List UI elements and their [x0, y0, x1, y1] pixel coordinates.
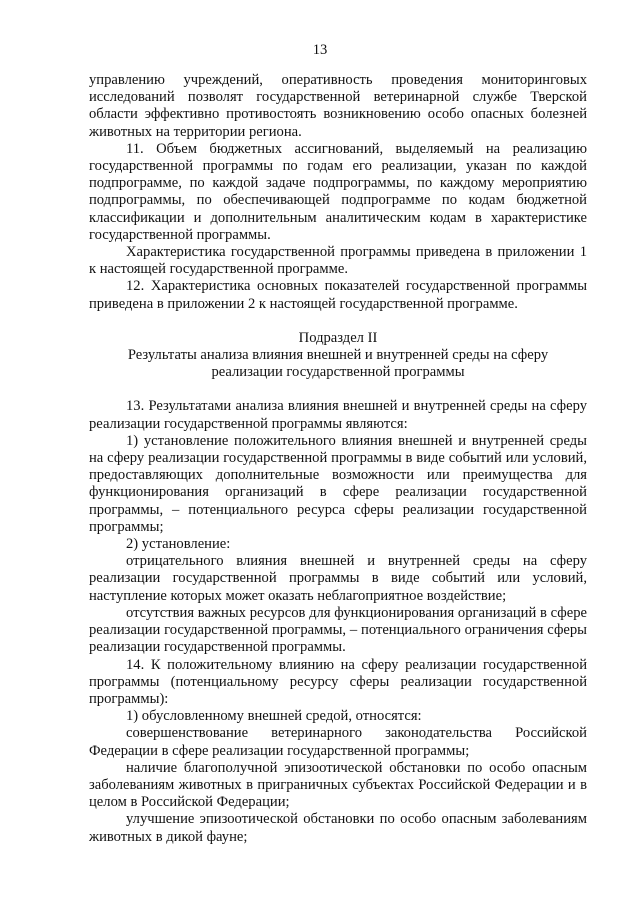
paragraph-14: 14. К положительному влиянию на сферу реализации государственной программы (потенциальному ресурсу сферы реализации государственной программы):: [89, 656, 587, 707]
paragraph-12: 12. Характеристика основных показателей государственной программы приведена в приложении 2 к настоящей государственной программе.: [89, 278, 587, 312]
paragraph-13-item-2-negative: отрицательного влияния внешней и внутренней среды на сферу реализации государственной программы в виде событий или условий, наступление которых может оказать неблагоприятное воздействие;: [89, 553, 587, 604]
paragraph-13: 13. Результатами анализа влияния внешней и внутренней среды на сферу реализации государственной программы являются:: [89, 398, 587, 432]
section-title: Результаты анализа влияния внешней и внутренней среды на сферу реализации государственной программы: [127, 347, 549, 381]
paragraph-14-epizootic: наличие благополучной эпизоотической обстановки по особо опасным заболеваниям животных в приграничных субъектах Российской Федерации и в целом в Российской Федерации;: [89, 759, 587, 811]
paragraph-11: 11. Объем бюджетных ассигнований, выделяемый на реализацию государственной программы по годам его реализации, указан по каждой подпрограмме, по каждой задаче подпрограммы, по каждому мероприятию подпрограммы, по обеспечивающей подпрограмме по кодам бюджетной классификации и дополнительным аналитическим кодам в характеристике государственной программы.: [89, 140, 587, 243]
paragraph-14-item-1: 1) обусловленному внешней средой, относятся:: [126, 708, 422, 725]
document-body: [89, 72, 587, 846]
paragraph-continuation: управлению учреждений, оперативность проведения мониторинговых исследований позволят государственной ветеринарной службе Тверской области эффективно противостоять возникновению особо опасных болезней животных на территории региона.: [89, 72, 587, 140]
section-label: Подраздел II: [298, 329, 378, 346]
paragraph-13-item-2-absence: отсутствия важных ресурсов для функционирования организаций в сфере реализации государственной программы, – потенциального ограничения сферы реализации государственной программы.: [89, 604, 587, 656]
paragraph-14-legislation: совершенствование ветеринарного законодательства Российской Федерации в сфере реализации государственной программы;: [89, 725, 587, 759]
paragraph-13-item-1: 1) установление положительного влияния внешней и внутренней среды на сферу реализации государственной программы в виде событий или условий, предоставляющих дополнительные возможности или преимущества для функционирования организаций в сфере реализации государственной программы, – потенциального ресурса сферы реализации государственной программы;: [89, 432, 587, 535]
paragraph-characteristic: Характеристика государственной программы приведена в приложении 1 к настоящей государственной программе.: [89, 244, 587, 278]
paragraph-13-item-2: 2) установление:: [126, 536, 231, 553]
paragraph-14-wildlife: улучшение эпизоотической обстановки по особо опасным заболеваниям животных в дикой фауне;: [89, 811, 587, 845]
page-number: 13: [312, 42, 328, 58]
